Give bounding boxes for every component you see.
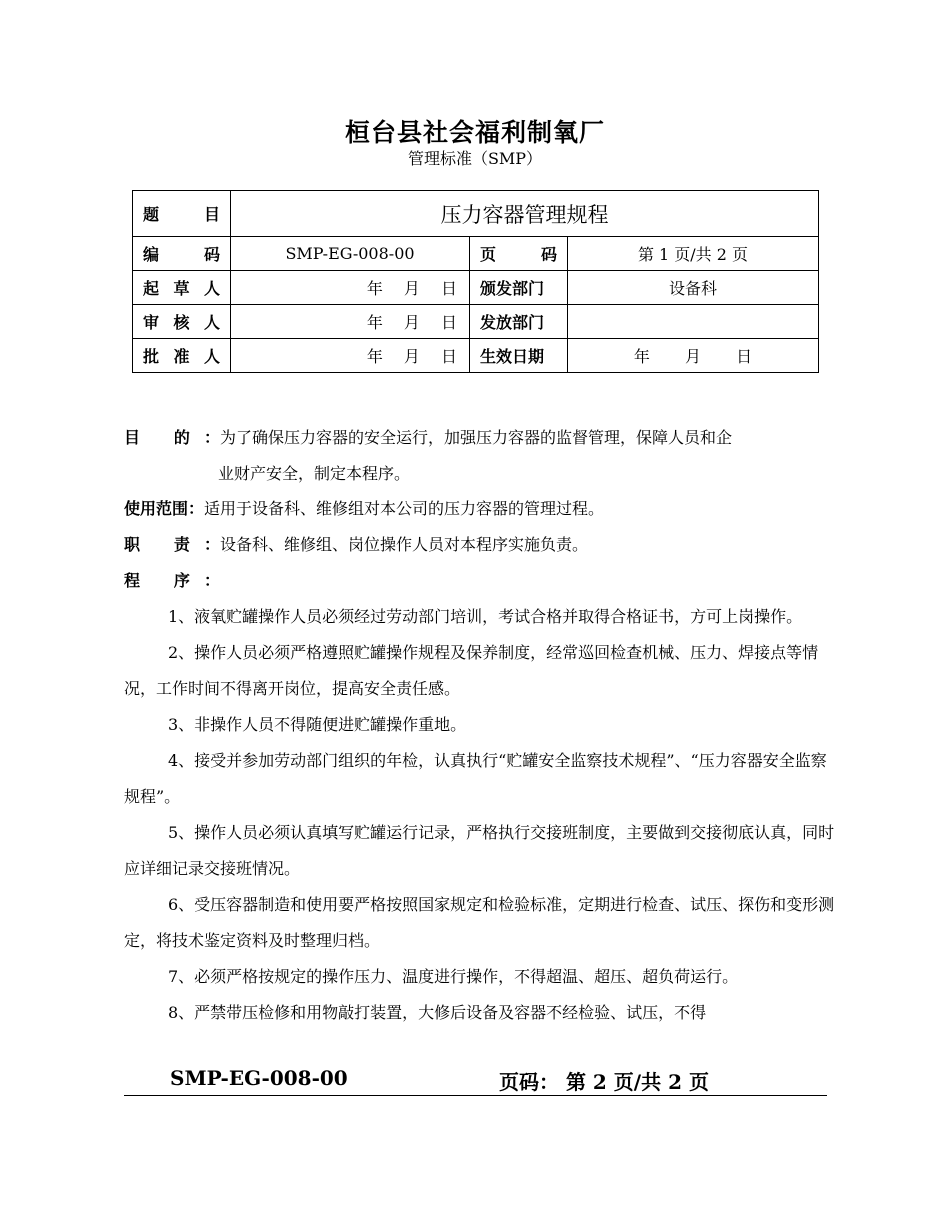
- reviewer-label: 审核人: [133, 305, 231, 339]
- page-value: 第 1 页/共 2 页: [568, 237, 819, 271]
- procedure-item: 4、接受并参加劳动部门组织的年检，认真执行“贮罐安全监察技术规程”、“压力容器安全监察规程”。: [124, 751, 827, 806]
- purpose-section: [124, 420, 834, 492]
- duty-text: 设备科、维修组、岗位操作人员对本程序实施负责。: [220, 535, 589, 554]
- code-value: SMP-EG-008-00: [231, 237, 470, 271]
- title-label: 题 目: [133, 191, 231, 237]
- procedure-label: 程 序：: [124, 571, 220, 590]
- footer-document-code: SMP-EG-008-00: [170, 1066, 348, 1090]
- scope-label: 使用范围：: [124, 499, 205, 518]
- procedure-list: [124, 599, 836, 1031]
- drafter-date: 年 月 日: [231, 271, 470, 305]
- info-row-code: [133, 237, 819, 271]
- page-label: 页 码: [470, 237, 568, 271]
- organization-title: 桓台县社会福利制氧厂: [344, 118, 605, 147]
- effective-date-label: 生效日期: [470, 339, 568, 373]
- procedure-item: 1、液氧贮罐操作人员必须经过劳动部门培训，考试合格并取得合格证书，方可上岗操作。: [168, 607, 803, 626]
- code-label: 编 码: [133, 237, 231, 271]
- purpose-text-line1: 为了确保压力容器的安全运行，加强压力容器的监督管理，保障人员和企: [220, 428, 733, 447]
- page-footer: [124, 1063, 827, 1096]
- procedure-item: 6、受压容器制造和使用要严格按照国家规定和检验标准，定期进行检查、试压、探伤和变形测定，将技术鉴定资料及时整理归档。: [124, 895, 835, 950]
- procedure-item: 7、必须严格按规定的操作压力、温度进行操作，不得超温、超压、超负荷运行。: [168, 967, 739, 986]
- info-row-approver: [133, 339, 819, 373]
- distribution-dept-label: 发放部门: [470, 305, 568, 339]
- purpose-text-line2: 业财产安全，制定本程序。: [218, 464, 411, 483]
- info-row-drafter: [133, 271, 819, 305]
- procedure-item: 8、严禁带压检修和用物敲打装置，大修后设备及容器不经检验、试压，不得: [168, 1003, 707, 1022]
- procedure-item: 5、操作人员必须认真填写贮罐运行记录，严格执行交接班制度，主要做到交接彻底认真，同时应详细记录交接班情况。: [124, 823, 835, 878]
- approver-label: 批准人: [133, 339, 231, 373]
- scope-text: 适用于设备科、维修组对本公司的压力容器的管理过程。: [204, 499, 605, 518]
- document-type-subtitle: 管理标准（SMP）: [407, 149, 543, 168]
- procedure-item: 3、非操作人员不得随便进贮罐操作重地。: [168, 715, 467, 734]
- distribution-dept-value: [568, 305, 819, 339]
- procedure-section-heading: [124, 563, 834, 599]
- purpose-label: 目 的：: [124, 428, 220, 447]
- document-title: 压力容器管理规程: [231, 191, 819, 237]
- document-info-table: [132, 190, 819, 373]
- issuing-dept-value: 设备科: [568, 271, 819, 305]
- approver-date: 年 月 日: [231, 339, 470, 373]
- reviewer-date: 年 月 日: [231, 305, 470, 339]
- duty-section: [124, 527, 834, 563]
- effective-date-value: 年 月 日: [568, 339, 819, 373]
- footer-page-number: 页码： 第 2 页/共 2 页: [499, 1070, 709, 1094]
- info-row-reviewer: [133, 305, 819, 339]
- procedure-item: 2、操作人员必须严格遵照贮罐操作规程及保养制度，经常巡回检查机械、压力、焊接点等情况，工作时间不得离开岗位，提高安全责任感。: [124, 643, 819, 698]
- issuing-dept-label: 颁发部门: [470, 271, 568, 305]
- drafter-label: 起草人: [133, 271, 231, 305]
- scope-section: [124, 491, 834, 527]
- info-row-title: [133, 191, 819, 237]
- duty-label: 职 责：: [124, 535, 220, 554]
